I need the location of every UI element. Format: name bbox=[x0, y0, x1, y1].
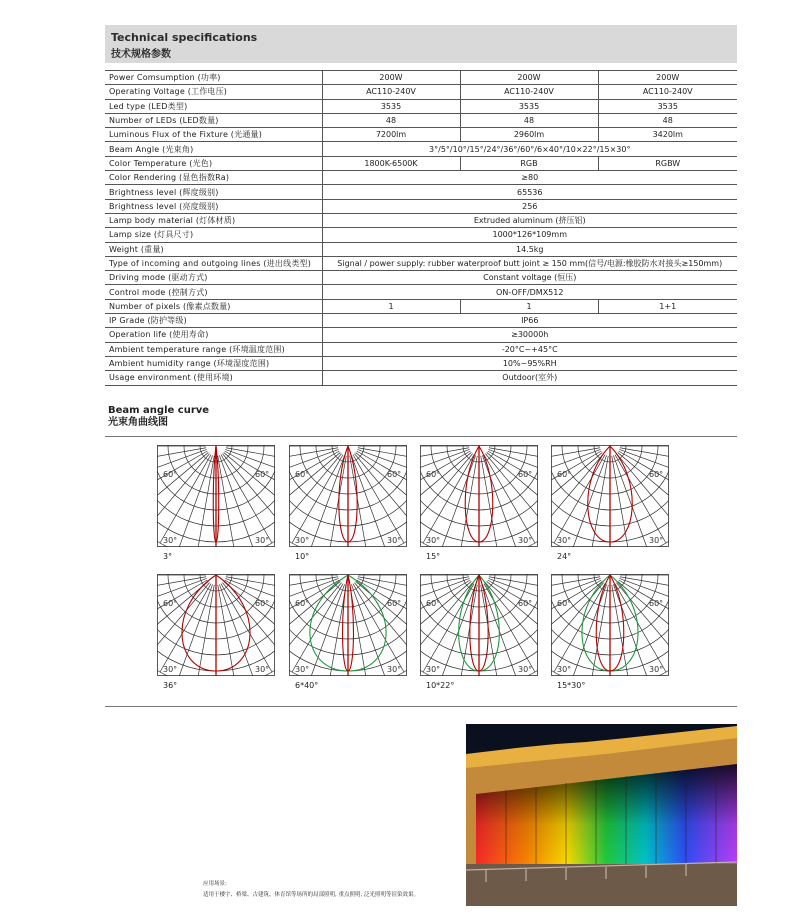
section-divider bbox=[105, 706, 737, 707]
angle-tick-label: 60° bbox=[295, 470, 310, 479]
angle-tick-label: 30° bbox=[557, 665, 572, 674]
spec-row bbox=[105, 213, 737, 227]
spec-label: Color Temperature (光色) bbox=[105, 156, 322, 170]
spec-row bbox=[105, 271, 737, 285]
spec-row bbox=[105, 71, 737, 85]
spec-title-cn: 技术规格参数 bbox=[111, 49, 171, 60]
spec-label: Operating Voltage (工作电压) bbox=[105, 85, 322, 99]
spec-value: RGBW bbox=[598, 156, 737, 170]
angle-tick-label: 60° bbox=[295, 599, 310, 608]
beam-curve bbox=[420, 574, 538, 690]
spec-row bbox=[105, 342, 737, 356]
spec-value: 48 bbox=[598, 113, 737, 127]
angle-tick-label: 30° bbox=[387, 536, 402, 545]
angle-tick-label: 60° bbox=[557, 599, 572, 608]
spec-value: 7200lm bbox=[375, 130, 407, 140]
spec-value: 200W bbox=[379, 73, 403, 83]
angle-tick-label: 60° bbox=[255, 470, 270, 479]
spec-value: 1 bbox=[388, 301, 394, 311]
spec-table bbox=[105, 70, 737, 386]
polar-diagram bbox=[551, 574, 669, 676]
spec-row bbox=[105, 242, 737, 256]
beam-curve bbox=[289, 445, 407, 561]
spec-value: RGB bbox=[460, 156, 598, 170]
spec-label: Luminous Flux of the Fixture (光通量) bbox=[105, 128, 322, 142]
polar-diagram bbox=[289, 445, 407, 547]
polar-diagram bbox=[157, 574, 275, 676]
spec-value: 48 bbox=[460, 113, 598, 127]
beam-curve bbox=[157, 445, 275, 561]
angle-tick-label: 30° bbox=[255, 665, 270, 674]
spec-row bbox=[105, 285, 737, 299]
angle-tick-label: 60° bbox=[518, 599, 533, 608]
section-divider bbox=[105, 436, 737, 437]
angle-tick-label: 30° bbox=[426, 665, 441, 674]
spec-header-bar bbox=[105, 25, 737, 63]
spec-value: 3°/5°/10°/15°/24°/36°/60°/6×40°/10×22°/15×30° bbox=[429, 144, 631, 154]
spec-value: 3535 bbox=[380, 101, 402, 111]
spec-row bbox=[105, 256, 737, 270]
spec-value: 1000*126*109mm bbox=[492, 230, 567, 240]
angle-tick-label: 30° bbox=[163, 665, 178, 674]
spec-value: ON-OFF/DMX512 bbox=[496, 287, 564, 297]
angle-tick-label: 30° bbox=[426, 536, 441, 545]
spec-label: Weight (重量) bbox=[105, 242, 322, 256]
beam-caption: 3° bbox=[163, 552, 173, 561]
polar-diagram bbox=[420, 574, 538, 676]
spec-value: 14.5kg bbox=[515, 244, 544, 254]
beam-caption: 10*22° bbox=[426, 681, 455, 690]
angle-tick-label: 30° bbox=[649, 536, 664, 545]
spec-row bbox=[105, 85, 737, 99]
spec-value: ≥30000h bbox=[511, 330, 549, 340]
spec-row bbox=[105, 128, 737, 142]
angle-tick-label: 60° bbox=[163, 470, 178, 479]
spec-label: Brightness level (亮度级别) bbox=[105, 199, 322, 213]
beam-title-en: Beam angle curve bbox=[108, 405, 210, 416]
spec-value: AC110-240V bbox=[598, 85, 737, 99]
beam-caption: 24° bbox=[557, 552, 572, 561]
polar-diagram bbox=[289, 574, 407, 676]
spec-row bbox=[105, 199, 737, 213]
spec-value: 10%~95%RH bbox=[502, 359, 557, 369]
spec-label: Usage environment (使用环境) bbox=[105, 371, 322, 385]
spec-value: Constant voltage (恒压) bbox=[483, 273, 577, 283]
beam-curve bbox=[289, 574, 407, 690]
spec-value: 1+1 bbox=[598, 299, 737, 313]
beam-curve bbox=[551, 574, 669, 690]
spec-label: Ambient humidity range (环境湿度范围) bbox=[105, 356, 322, 370]
polar-diagram bbox=[551, 445, 669, 547]
spec-label: Beam Angle (光束角) bbox=[105, 142, 322, 156]
spec-value: 1800K-6500K bbox=[364, 158, 418, 168]
spec-value: 200W bbox=[598, 71, 737, 85]
spec-row bbox=[105, 171, 737, 185]
spec-value: ≥80 bbox=[521, 173, 539, 183]
spec-value: IP66 bbox=[521, 316, 539, 326]
application-text: 适用于楼宇、桥梁、古建筑、体育馆等场所的局部照明, 重点照明, 泛光照明等渲染效果。 bbox=[203, 892, 419, 898]
spec-label: Lamp body material (灯体材质) bbox=[105, 213, 322, 227]
beam-curve bbox=[551, 445, 669, 561]
angle-tick-label: 60° bbox=[649, 599, 664, 608]
spec-row bbox=[105, 156, 737, 170]
spec-value: 200W bbox=[460, 71, 598, 85]
application-note bbox=[203, 879, 419, 901]
spec-label: Color Rendering (显色指数Ra) bbox=[105, 171, 322, 185]
spec-value: 65536 bbox=[517, 187, 543, 197]
beam-curve bbox=[157, 574, 275, 690]
angle-tick-label: 60° bbox=[649, 470, 664, 479]
angle-tick-label: 30° bbox=[255, 536, 270, 545]
spec-value: 3420lm bbox=[598, 128, 737, 142]
angle-tick-label: 60° bbox=[163, 599, 178, 608]
polar-diagram bbox=[157, 445, 275, 547]
spec-label: Number of LEDs (LED数量) bbox=[105, 113, 322, 127]
angle-tick-label: 60° bbox=[518, 470, 533, 479]
beam-caption: 15*30° bbox=[557, 681, 586, 690]
spec-row bbox=[105, 99, 737, 113]
angle-tick-label: 60° bbox=[426, 470, 441, 479]
spec-value: Outdoor(室外) bbox=[502, 373, 558, 383]
spec-value: 2960lm bbox=[460, 128, 598, 142]
angle-tick-label: 30° bbox=[387, 665, 402, 674]
spec-label: Type of incoming and outgoing lines (进出线类型) bbox=[105, 256, 322, 270]
spec-row bbox=[105, 328, 737, 342]
spec-label: Brightness level (辉度级别) bbox=[105, 185, 322, 199]
spec-value: 3535 bbox=[460, 99, 598, 113]
angle-tick-label: 30° bbox=[163, 536, 178, 545]
beam-title-cn: 光束角曲线图 bbox=[108, 417, 168, 428]
angle-tick-label: 30° bbox=[518, 536, 533, 545]
angle-tick-label: 30° bbox=[518, 665, 533, 674]
spec-row bbox=[105, 113, 737, 127]
spec-value: 3535 bbox=[598, 99, 737, 113]
beam-caption: 6*40° bbox=[295, 681, 319, 690]
spec-value: 256 bbox=[522, 201, 538, 211]
spec-row bbox=[105, 142, 737, 156]
spec-label: Lamp size (灯具尺寸) bbox=[105, 228, 322, 242]
spec-value: 1 bbox=[460, 299, 598, 313]
application-label: 应用场景: bbox=[203, 881, 227, 887]
spec-row bbox=[105, 299, 737, 313]
angle-tick-label: 60° bbox=[255, 599, 270, 608]
spec-row bbox=[105, 185, 737, 199]
spec-value: Extruded aluminum (挤压铝) bbox=[473, 216, 586, 226]
spec-label: Control mode (控制方式) bbox=[105, 285, 322, 299]
beam-caption: 36° bbox=[163, 681, 178, 690]
polar-diagram bbox=[420, 445, 538, 547]
spec-label: Power Comsumption (功率) bbox=[105, 71, 322, 85]
spec-label: IP Grade (防护等级) bbox=[105, 314, 322, 328]
angle-tick-label: 30° bbox=[295, 665, 310, 674]
spec-value: Signal / power supply: rubber waterproof butt joint ≥ 150 mm(信号/电源:橡胶防水对接头≥150mm) bbox=[337, 259, 723, 268]
spec-row bbox=[105, 371, 737, 385]
spec-label: Operation life (使用寿命) bbox=[105, 328, 322, 342]
angle-tick-label: 30° bbox=[649, 665, 664, 674]
beam-curve bbox=[420, 445, 538, 561]
spec-value: -20°C~+45°C bbox=[501, 344, 558, 354]
spec-value: AC110-240V bbox=[460, 85, 598, 99]
spec-value: 48 bbox=[385, 116, 397, 126]
beam-section-title bbox=[108, 405, 209, 429]
application-photo bbox=[466, 724, 737, 906]
spec-row bbox=[105, 356, 737, 370]
beam-caption: 15° bbox=[426, 552, 441, 561]
spec-value: AC110-240V bbox=[366, 87, 416, 97]
angle-tick-label: 60° bbox=[387, 470, 402, 479]
angle-tick-label: 60° bbox=[387, 599, 402, 608]
angle-tick-label: 30° bbox=[557, 536, 572, 545]
spec-row bbox=[105, 314, 737, 328]
angle-tick-label: 60° bbox=[557, 470, 572, 479]
spec-label: Driving mode (驱动方式) bbox=[105, 271, 322, 285]
beam-caption: 10° bbox=[295, 552, 310, 561]
spec-label: Ambient temperature range (环境温度范围) bbox=[105, 342, 322, 356]
angle-tick-label: 30° bbox=[295, 536, 310, 545]
spec-label: Number of pixels (像素点数量) bbox=[105, 299, 322, 313]
angle-tick-label: 60° bbox=[426, 599, 441, 608]
spec-row bbox=[105, 228, 737, 242]
spec-title-en: Technical specifications bbox=[111, 31, 258, 44]
spec-label: Led type (LED类型) bbox=[105, 99, 322, 113]
